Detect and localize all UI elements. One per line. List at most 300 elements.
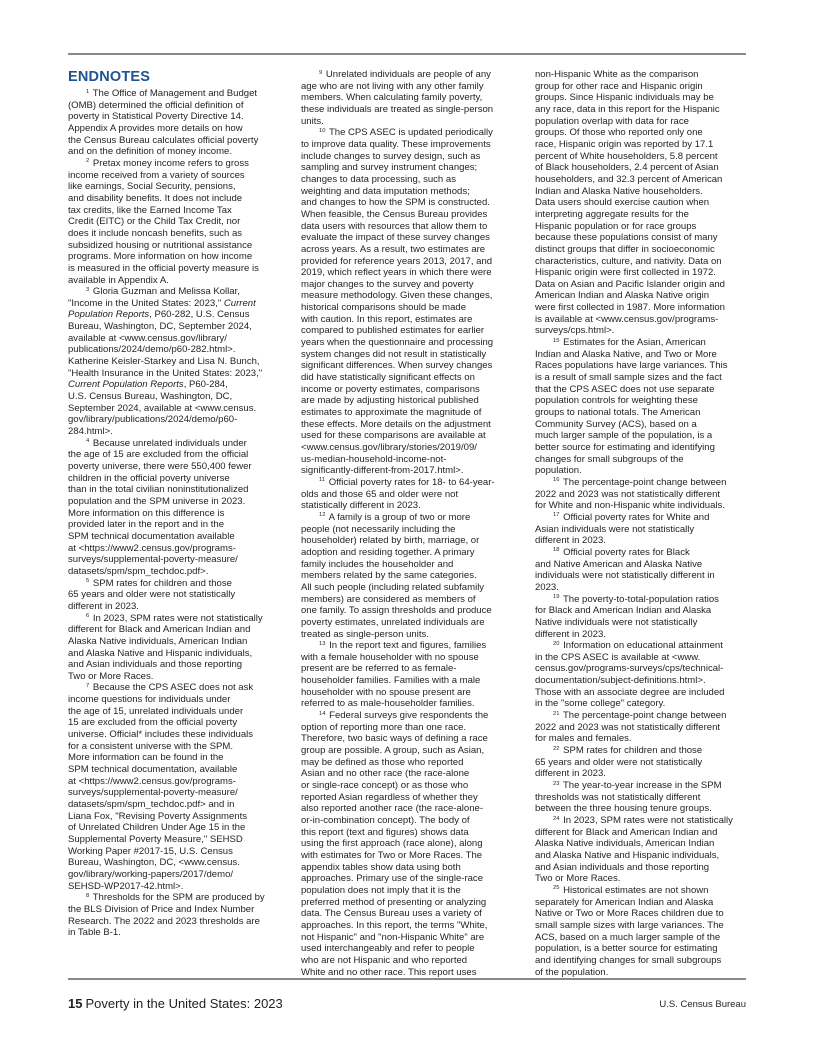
endnote-line [301, 768, 517, 780]
endnote-line [68, 787, 284, 799]
endnote-line [68, 916, 284, 928]
line-text: Pretax money income refers to gross [92, 157, 249, 169]
line-text: referred to as male-householder families. [301, 698, 475, 710]
line-text: American Indian and Alaska Native origin [535, 290, 710, 302]
line-text: for males and females. [535, 733, 632, 745]
endnote-1 [68, 88, 284, 158]
line-text: used for these comparisons are available at [301, 430, 486, 442]
endnote-line [535, 885, 751, 897]
endnote-21 [535, 710, 751, 745]
endnote-line [301, 873, 517, 885]
endnote-line [535, 302, 751, 314]
line-text: 2022 and 2023 was not statistically different [535, 721, 721, 733]
endnote-19 [535, 594, 751, 641]
line-text: units. [301, 115, 324, 127]
line-text: and Asian individuals and those reporting [68, 659, 243, 671]
line-text: of the population. [535, 966, 609, 978]
line-text: distinct groups that differ in socioeconomic [535, 243, 715, 255]
endnote-line [68, 741, 284, 753]
endnote-line [301, 267, 517, 279]
endnote-line [68, 123, 284, 135]
line-text: Thresholds for the SPM are produced by [92, 892, 265, 904]
endnote-continuation [535, 69, 751, 337]
endnote-18 [535, 547, 751, 594]
endnote-line [535, 757, 751, 769]
endnote-line [535, 745, 751, 757]
endnote-line [301, 407, 517, 419]
line-text: are made by adjusting historical published [301, 395, 479, 407]
line-text: Hispanic population or for race groups [535, 220, 697, 232]
endnote-line [68, 694, 284, 706]
endnote-line [68, 228, 284, 240]
endnote-line [68, 834, 284, 846]
endnote-number: 5 [86, 578, 90, 585]
line-text: different for Black and American Indian and [535, 826, 718, 838]
line-text: like earnings, Social Security, pensions, [68, 181, 236, 193]
endnote-line [535, 547, 751, 559]
line-text: and Alaska Native and Hispanic individuals, [535, 849, 720, 861]
line-text: Because unrelated individuals under [92, 437, 247, 449]
line-text: that the CPS ASEC does not use separate [535, 383, 715, 395]
line-text: also reported another race (the race-alone- [301, 803, 484, 815]
line-text: may be defined as those who reported [301, 756, 464, 768]
endnote-line [68, 717, 284, 729]
endnote-line [301, 698, 517, 710]
endnote-line [68, 193, 284, 205]
endnote-line [68, 379, 284, 391]
line-text: 284.html>. [68, 426, 113, 438]
endnote-line [68, 146, 284, 158]
endnote-5 [68, 578, 284, 613]
line-text: ACS, based on a much larger sample of the [535, 931, 721, 943]
endnote-number: 1 [86, 88, 90, 95]
line-text: Two or More Races. [535, 873, 621, 885]
line-text: 2023. [535, 581, 559, 593]
endnote-line [301, 955, 517, 967]
endnote-line [301, 850, 517, 862]
page-number: 15 [68, 996, 83, 1011]
line-text: separately for American Indian and Alaska [535, 896, 714, 908]
line-text: Indian and Alaska Native householders. [535, 185, 703, 197]
line-text: population and the SPM universe in 2023. [68, 495, 246, 507]
line-text: datasets/spm/spm_techdoc.pdf>. [68, 565, 209, 577]
endnote-line [535, 698, 751, 710]
line-text: family includes the householder and [301, 558, 454, 570]
endnotes-column-2 [301, 69, 517, 978]
line-text: "Income in the United States: 2023," [68, 297, 224, 309]
line-text: historical comparisons should be made [301, 302, 467, 314]
line-text: treated as single-person units. [301, 628, 429, 640]
line-text: Appendix A provides more details on how [68, 122, 243, 134]
line-text: in the CPS ASEC is available at <www. [535, 651, 701, 663]
line-text: the age of 15, unrelated individuals under [68, 705, 244, 717]
line-text: surveys/cps.html>. [535, 325, 615, 337]
endnote-number: 17 [553, 512, 560, 519]
endnote-line [535, 605, 751, 617]
endnote-line [68, 892, 284, 904]
line-text: The percentage-point change between [562, 476, 727, 488]
endnote-line [68, 659, 284, 671]
endnote-number: 24 [553, 815, 560, 822]
endnote-line [68, 822, 284, 834]
endnote-12 [301, 512, 517, 640]
line-text: interpreting aggregate results for the [535, 208, 689, 220]
endnote-line [535, 897, 751, 909]
endnote-line [535, 349, 751, 361]
line-text: for Black and American Indian and Alaska [535, 605, 712, 617]
endnote-number: 4 [86, 438, 90, 445]
line-text: , P60-282, U.S. Census [149, 309, 250, 321]
endnote-line [535, 617, 751, 629]
endnote-9 [301, 69, 517, 127]
endnote-number: 12 [319, 512, 326, 519]
endnote-line [535, 232, 751, 244]
endnote-line [535, 430, 751, 442]
endnote-line [68, 811, 284, 823]
endnote-line [68, 368, 284, 380]
endnote-line [68, 100, 284, 112]
line-text: group are possible. A group, such as Asian, [301, 745, 485, 757]
endnote-line [68, 554, 284, 566]
endnote-line [301, 127, 517, 139]
endnote-16 [535, 477, 751, 512]
endnote-line [301, 710, 517, 722]
line-text: and Asian individuals and those reporting [535, 861, 710, 873]
endnote-line [535, 279, 751, 291]
endnote-line [535, 197, 751, 209]
endnote-line [535, 384, 751, 396]
endnote-line [535, 559, 751, 571]
line-text: The year-to-year increase in the SPM [562, 780, 722, 792]
line-text: with caution. In this report, estimates are [301, 313, 473, 325]
line-text: groups. Since Hispanic individuals may be [535, 92, 714, 104]
endnote-line [68, 414, 284, 426]
endnote-line [535, 803, 751, 815]
endnote-number: 21 [553, 710, 560, 717]
line-text: in Table B-1. [68, 927, 121, 939]
line-text: The Office of Management and Budget [92, 88, 258, 99]
line-text: population controls for weighting these [535, 395, 698, 407]
endnote-line [535, 582, 751, 594]
endnote-line [535, 850, 751, 862]
line-text: In 2023, SPM rates were not statistically [92, 612, 263, 624]
endnote-line [301, 815, 517, 827]
line-text: White and no other race. This report uses [301, 966, 477, 978]
line-text: surveys/supplemental-poverty-measure/ [68, 787, 238, 799]
endnote-line [68, 508, 284, 520]
endnote-line [301, 221, 517, 233]
line-text: reported Asian regardless of whether they [301, 791, 478, 803]
line-text: us-median-household-income-not- [301, 453, 447, 465]
endnote-line [301, 279, 517, 291]
line-text: one family. To assign thresholds and produce [301, 605, 492, 617]
line-text: 65 years and older were not statistically [68, 589, 236, 601]
line-text: who are not Hispanic and who reported [301, 954, 468, 966]
line-text: 2019, which reflect years in which there were [301, 267, 492, 279]
line-text: for White and non-Hispanic white individuals. [535, 500, 725, 512]
endnote-2 [68, 158, 284, 286]
endnote-line [68, 589, 284, 601]
endnote-line [301, 663, 517, 675]
endnote-line [68, 578, 284, 590]
line-text: the Census Bureau calculates official poverty [68, 134, 259, 146]
endnote-number: 13 [319, 640, 326, 647]
endnote-line [535, 465, 751, 477]
line-text: different in 2023. [535, 628, 606, 640]
italic-title: Population Reports [68, 309, 150, 321]
endnote-line [301, 232, 517, 244]
line-text: include changes to survey design, such as [301, 150, 481, 162]
line-text: any race, data in this report for the Hispanic [535, 103, 720, 115]
endnote-line [535, 768, 751, 780]
endnote-line [301, 524, 517, 536]
line-text: Two or More Races. [68, 670, 154, 682]
line-text: significant differences. When survey changes [301, 360, 493, 372]
endnote-line [301, 337, 517, 349]
line-text: SEHSD-WP2017-42.html>. [68, 880, 184, 892]
line-text: Alaska Native individuals, American Indian [68, 635, 248, 647]
endnote-17 [535, 512, 751, 547]
endnote-line [68, 543, 284, 555]
endnote-line [535, 524, 751, 536]
endnote-line [535, 221, 751, 233]
line-text: Supplemental Poverty Measure," SEHSD [68, 834, 243, 845]
endnote-line [68, 624, 284, 636]
report-title: Poverty in the United States: 2023 [85, 996, 283, 1011]
line-text: population does not imply that it is the [301, 884, 461, 896]
endnote-25 [535, 885, 751, 978]
endnote-line [68, 111, 284, 123]
endnote-line [535, 652, 751, 664]
endnote-line [535, 722, 751, 734]
line-text: income received from a variety of sources [68, 169, 245, 181]
endnote-line [301, 512, 517, 524]
endnote-line [301, 419, 517, 431]
endnote-line [535, 873, 751, 885]
endnote-line [535, 780, 751, 792]
line-text: Hispanic origin were first collected in 1972. [535, 267, 716, 279]
line-text: adoption and residing together. A primary [301, 546, 475, 558]
line-text: than in the total civilian noninstitutionalized [68, 484, 249, 496]
line-text: (OMB) determined the official definition of [68, 99, 244, 111]
line-text: were first collected in 1987. More information [535, 302, 725, 314]
line-text: percent of White householders, 5.8 percent [535, 150, 718, 162]
line-text: the age of 15 are excluded from the official [68, 449, 249, 461]
endnote-line [68, 682, 284, 694]
line-text: evaluate the impact of these survey changes [301, 232, 490, 244]
endnote-line [68, 88, 284, 100]
line-text: across years. As a result, two estimates are [301, 243, 486, 255]
line-text: or-in-combination concept). The body of [301, 815, 470, 826]
endnote-line [68, 764, 284, 776]
endnote-line [68, 601, 284, 613]
endnote-line [301, 139, 517, 151]
endnote-line [68, 286, 284, 298]
line-text: Those with an associate degree are included [535, 686, 725, 698]
endnote-line [301, 943, 517, 955]
line-text: at <https://www2.census.gov/programs- [68, 775, 236, 787]
line-text: Native individuals were not statistically [535, 616, 698, 628]
line-text: at <https://www2.census.gov/programs- [68, 542, 236, 554]
line-text: individuals were not statistically different in [535, 570, 715, 582]
line-text: different in 2023. [535, 535, 606, 547]
line-text: Katherine Keisler-Starkey and Lisa N. Bunch, [68, 356, 260, 368]
line-text: Estimates for the Asian, American [563, 337, 706, 349]
endnote-line [301, 920, 517, 932]
line-text: much larger sample of the population, is a [535, 430, 713, 442]
endnote-line [535, 477, 751, 489]
line-text: olds and those 65 and older were not [301, 488, 459, 500]
line-text: approaches. Primary use of the single-race [301, 873, 484, 885]
endnote-line [535, 500, 751, 512]
line-text: thresholds was not statistically different [535, 791, 701, 803]
line-text: gov/library/working-papers/2017/demo/ [68, 868, 234, 880]
line-text: with a female householder with no spouse [301, 651, 479, 663]
line-text: Information on educational attainment [563, 640, 723, 652]
endnote-line [68, 449, 284, 461]
endnote-line [68, 158, 284, 170]
line-text: and Native American and Alaska Native [535, 558, 703, 570]
endnote-line [535, 162, 751, 174]
endnote-line [301, 780, 517, 792]
line-text: householder families. Families with a male [301, 675, 481, 687]
line-text: programs. More information on how income [68, 251, 253, 263]
endnote-6 [68, 613, 284, 683]
line-text: members) are considered as members of [301, 593, 476, 605]
line-text: Asian and no other race (the race-alone [301, 768, 470, 780]
endnote-line [68, 216, 284, 228]
line-text: used interchangeably and refer to people [301, 943, 475, 955]
line-text: of Black householders, 2.4 percent of Asian [535, 162, 719, 174]
line-text: groups. Of those who reported only one [535, 127, 703, 139]
endnote-line [68, 776, 284, 788]
line-text: for a consistent universe with the SPM. [68, 740, 234, 752]
endnote-number: 3 [86, 286, 90, 293]
line-text: Data on Asian and Pacific Islander origin and [535, 278, 725, 290]
endnote-line [301, 967, 517, 979]
line-text: SPM technical documentation available [68, 530, 235, 542]
endnote-line [68, 275, 284, 287]
endnote-line [535, 594, 751, 606]
line-text: small sample sizes with large variances. The [535, 919, 724, 931]
line-text: datasets/spm/spm_techdoc.pdf> and in [68, 799, 235, 811]
endnote-line [535, 395, 751, 407]
endnote-line [301, 92, 517, 104]
line-text: poverty in Statistical Poverty Directive 14. [68, 111, 244, 123]
line-text: U.S. Census Bureau, Washington, DC, [68, 391, 233, 403]
endnote-line [301, 256, 517, 268]
endnotes-column-3 [535, 69, 751, 978]
endnote-line [535, 407, 751, 419]
endnote-line [301, 384, 517, 396]
endnote-line [535, 372, 751, 384]
endnote-line [535, 104, 751, 116]
line-text: tax credits, like the Earned Income Tax [68, 204, 232, 216]
line-text: Official poverty rates for White and [563, 511, 710, 523]
endnote-line [301, 885, 517, 897]
endnote-line [535, 862, 751, 874]
endnote-line [301, 827, 517, 839]
endnote-line [301, 838, 517, 850]
line-text: population. [535, 465, 582, 477]
endnote-line [535, 629, 751, 641]
endnote-line [68, 426, 284, 438]
endnote-number: 23 [553, 780, 560, 787]
line-text: "Health Insurance in the United States: 2023," [68, 367, 263, 379]
line-text: Bureau, Washington, DC, <www.census. [68, 857, 240, 869]
endnote-line [301, 652, 517, 664]
endnote-line [301, 629, 517, 641]
line-text: between the three housing tenure groups. [535, 803, 712, 815]
endnote-8 [68, 892, 284, 939]
endnote-line [301, 395, 517, 407]
endnote-line [301, 477, 517, 489]
endnote-line [301, 116, 517, 128]
endnote-line [301, 932, 517, 944]
endnote-line [301, 325, 517, 337]
line-text: statistically different in 2023. [301, 500, 421, 512]
line-text: people (not necessarily including the [301, 523, 456, 535]
line-text: Races populations have large variances. This [535, 360, 728, 372]
line-text: data. The Census Bureau uses a variety of [301, 908, 482, 920]
line-text: poverty universe, there were 550,400 fewer [68, 461, 252, 472]
endnote-line [301, 605, 517, 617]
line-text: and identifying changes for small subgroups [535, 954, 722, 966]
endnote-line [535, 314, 751, 326]
endnote-line [301, 675, 517, 687]
line-text: Gloria Guzman and Melissa Kollar, [92, 286, 240, 298]
endnote-line [535, 815, 751, 827]
endnote-line [301, 803, 517, 815]
endnote-line [68, 461, 284, 473]
line-text: Official poverty rates for 18- to 64-year- [328, 476, 495, 488]
endnote-line [301, 372, 517, 384]
endnote-line [68, 846, 284, 858]
line-text: SPM rates for children and those [92, 577, 232, 589]
endnote-20 [535, 640, 751, 710]
line-text: A family is a group of two or more [328, 511, 471, 523]
endnote-line [68, 869, 284, 881]
line-text: Alaska Native individuals, American Indian [535, 838, 715, 850]
endnote-3 [68, 286, 284, 438]
endnote-line [535, 442, 751, 454]
line-text: is measured in the official poverty measure is [68, 262, 259, 274]
endnote-22 [535, 745, 751, 780]
line-text: measure methodology. Given these changes, [301, 290, 493, 302]
endnote-line [301, 582, 517, 594]
endnote-line [68, 904, 284, 916]
endnote-4 [68, 438, 284, 578]
endnote-line [535, 419, 751, 431]
line-text: members. When calculating family poverty, [301, 92, 483, 104]
endnote-line [301, 570, 517, 582]
endnote-line [535, 92, 751, 104]
line-text: preferred method of presenting or analyzing [301, 896, 487, 908]
endnote-line [535, 174, 751, 186]
endnote-line [301, 349, 517, 361]
endnote-line [68, 333, 284, 345]
endnote-line [535, 151, 751, 163]
line-text: option of reporting more than one race. [301, 721, 467, 733]
endnote-line [68, 135, 284, 147]
line-text: income questions for individuals under [68, 694, 231, 706]
line-text: estimates to approximate the magnitude of [301, 407, 482, 419]
line-text: changes for small subgroups of the [535, 453, 684, 465]
line-text: children in the official poverty universe [68, 472, 230, 484]
endnote-line [68, 881, 284, 893]
italic-title: Current [223, 297, 256, 309]
endnote-line [535, 81, 751, 93]
